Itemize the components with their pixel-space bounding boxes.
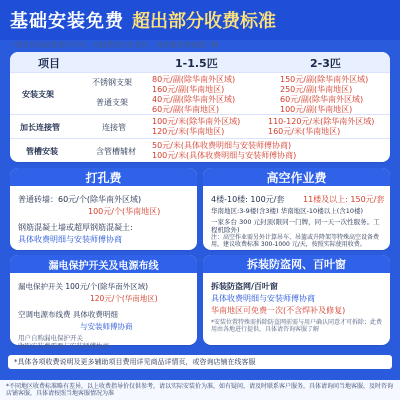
leak-line-6: 收取安装费需要与安装师傅协商 [18,342,109,350]
col-header-item: 项目 [38,57,60,70]
leak-protection-card [10,255,197,350]
window-line-4: *安装位置特殊需拆除防盗网前需与用户确认同意才可拆除；此费用由各地进行提供，具体请咨询客服了解 [211,319,383,333]
pricing-table-card [10,52,390,162]
window-title: 拆装防盗网、百叶窗 [203,255,390,273]
leak-line-4: 与安装师傅协商 [80,322,133,331]
group-name: 加长连接管 [20,123,60,132]
window-line-1: 拆装防盗网/百叶窗 [211,282,278,291]
row-value-2: 60元/副(除华南外区域) 100元/副(华南地区) [280,95,364,114]
top-note: *因各区域运营成本不同，安装费用存在差异，具体请咨询客服了解 [12,41,219,49]
drill-line-3: 钢筋混凝土墙或超厚钢筋混凝土: [18,223,133,232]
row-value-1: 40元/副(除华南外区域) 60元/副(华南地区) [152,95,236,114]
title: 基础安装免费 [10,11,124,32]
drill-fee-card [10,168,197,250]
table-row [10,114,390,139]
row-label: 连接管 [102,123,126,132]
group-name: 管槽安装 [26,147,58,156]
group-name: 安装支架 [22,90,54,99]
row-value-1: 50元/米(具体收费明细与安装师傅协商) 100元/米(具体收费明细与安装师傅协商) [152,141,297,160]
table-row [10,72,390,113]
footer-bar: *不同地区收费标准略有差异，以上收费指导价仅供参考，请以实际安装价为准，如有疑问，请及时联系客户服务，具体请询问当地客服，及时咨询店铺客服，具体请按照当地客服情况为准 [0,380,400,400]
high-line-4: 一家多台 300 元封顶(限同一门牌，同一天一次性服务。工程机除外) [211,218,380,234]
window-card [203,255,390,345]
high-altitude-card [203,168,390,250]
window-line-3: 华南地区可免费一次(不含焊补及修复) [211,306,346,315]
col-header-1-15: 1-1.5匹 [175,57,218,70]
row-value-2: 150元/副(除华南外区域) 250元/副(华南地区) [280,75,369,94]
row-label: 含管槽辅材 [96,147,136,156]
row-label: 不锈钢支架 [92,78,132,87]
high-line-1: 4楼-10楼: 100元/套 [211,195,285,204]
window-line-2: 具体收费明细与安装师傅协商 [211,294,315,303]
table-header [10,52,390,73]
title-accent: 超出部分收费标准 [132,11,276,32]
leak-line-1: 漏电保护开关 100元/个(除华南外区域) [18,282,149,291]
high-line-2: 11楼及以上: 150元/套 [303,195,385,204]
drill-line-4: 具体收费明细与安装师傅协商 [18,235,122,244]
drill-line-2: 100元/个(华南地区) [88,207,161,216]
high-title: 高空作业费 [203,168,390,186]
row-value-1: 100元/米(除华南外区域) 120元/米(华南地区) [152,117,241,136]
header [0,0,400,40]
leak-line-2: 120元/个(华南地区) [90,294,158,303]
col-header-2-3: 2-3匹 [310,57,341,70]
leak-title: 漏电保护开关及电源布线 [10,255,197,273]
leak-line-5: 用户自购漏电保护开关 [18,334,83,342]
high-line-3: 华南地区:3-9楼(含3楼) 华南地区-10楼以上(含10楼) [211,207,364,215]
row-value-2: 110-120元/米(除华南外区域) 160元/米(华南地区) [268,117,375,136]
high-line-5: 注：高空作业需另外计算吊车、吊篮或升降架等特殊高空设备费用，建议收费标准 300-1000 元/天，按照实际使用收费。 [211,234,380,248]
row-value-1: 80元/副(除华南外区域) 160元/副(华南地区) [152,75,236,94]
leak-line-3: 空调电源布线费 具体收费明细 [18,310,118,319]
drill-title: 打孔费 [10,168,197,186]
bottom-note: *具体各项收费说明及更多辅助项目费用详见商品详情页，或咨询店铺在线客服 [8,355,392,369]
drill-line-1: 普通砖墙：60元/个(除华南外区域) [18,195,142,204]
row-label: 普通支架 [96,98,128,107]
table-row [10,138,390,163]
